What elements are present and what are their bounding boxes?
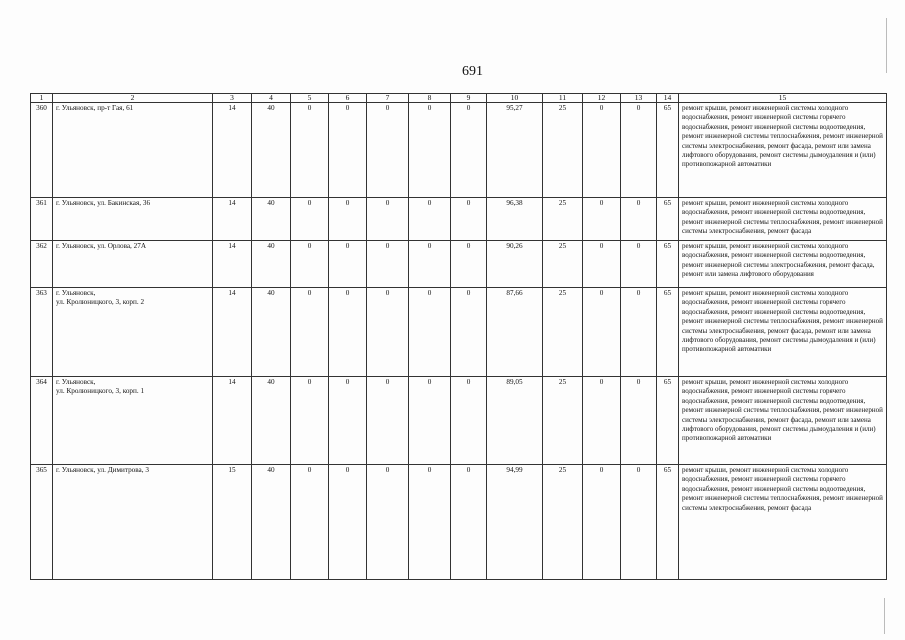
value-cell: 14 <box>213 377 252 465</box>
value-cell: 96,38 <box>487 198 543 241</box>
value-cell: 14 <box>213 198 252 241</box>
value-cell: 0 <box>621 288 657 377</box>
column-header: 2 <box>53 94 213 103</box>
works-cell: ремонт крыши, ремонт инженерной системы холодного водоснабжения, ремонт инженерной системы горячего водоснабжения, ремонт инженерной системы водоотведения, ремонт инженерной системы теплоснабжения, ремонт инженерной системы электроснабжения, ремонт фасада, ремонт или замена лифтового оборудования, ремонт системы дымоудаления и (или) противопожарной автоматики <box>679 377 887 465</box>
column-header: 8 <box>409 94 451 103</box>
column-header: 7 <box>367 94 409 103</box>
value-cell: 0 <box>409 103 451 198</box>
value-cell: 65 <box>657 198 679 241</box>
value-cell: 90,26 <box>487 241 543 288</box>
housing-repair-table <box>30 93 887 580</box>
value-cell: 14 <box>213 103 252 198</box>
value-cell: 0 <box>291 241 329 288</box>
page-number: 691 <box>462 64 483 79</box>
value-cell: 0 <box>367 465 409 580</box>
value-cell: 65 <box>657 241 679 288</box>
value-cell: 0 <box>367 288 409 377</box>
column-header: 3 <box>213 94 252 103</box>
value-cell: 0 <box>621 377 657 465</box>
value-cell: 40 <box>252 377 291 465</box>
address-cell: г. Ульяновск, ул. Кролюницкого, 3, корп. 2 <box>53 288 213 377</box>
value-cell: 0 <box>583 198 621 241</box>
column-header: 6 <box>329 94 367 103</box>
value-cell: 0 <box>367 377 409 465</box>
table-row <box>31 103 887 198</box>
scan-edge-mark <box>886 18 887 73</box>
value-cell: 0 <box>329 103 367 198</box>
row-number: 365 <box>31 465 53 580</box>
scan-edge-mark <box>884 598 885 634</box>
row-number: 362 <box>31 241 53 288</box>
value-cell: 0 <box>409 198 451 241</box>
value-cell: 25 <box>543 377 583 465</box>
value-cell: 40 <box>252 288 291 377</box>
value-cell: 0 <box>367 241 409 288</box>
address-cell: г. Ульяновск, ул. Кролюницкого, 3, корп. 1 <box>53 377 213 465</box>
value-cell: 25 <box>543 241 583 288</box>
value-cell: 25 <box>543 288 583 377</box>
column-header: 1 <box>31 94 53 103</box>
value-cell: 0 <box>583 377 621 465</box>
table-row <box>31 288 887 377</box>
value-cell: 0 <box>291 288 329 377</box>
value-cell: 0 <box>451 198 487 241</box>
value-cell: 0 <box>451 103 487 198</box>
address-cell: г. Ульяновск, пр-т Гая, 61 <box>53 103 213 198</box>
value-cell: 0 <box>451 288 487 377</box>
row-number: 360 <box>31 103 53 198</box>
works-cell: ремонт крыши, ремонт инженерной системы холодного водоснабжения, ремонт инженерной системы горячего водоснабжения, ремонт инженерной системы водоотведения, ремонт инженерной системы теплоснабжения, ремонт инженерной системы электроснабжения, ремонт фасада <box>679 465 887 580</box>
value-cell: 25 <box>543 465 583 580</box>
value-cell: 0 <box>451 377 487 465</box>
value-cell: 0 <box>291 198 329 241</box>
value-cell: 0 <box>367 103 409 198</box>
value-cell: 40 <box>252 241 291 288</box>
value-cell: 0 <box>329 377 367 465</box>
row-number: 361 <box>31 198 53 241</box>
value-cell: 0 <box>621 465 657 580</box>
value-cell: 65 <box>657 465 679 580</box>
value-cell: 0 <box>583 241 621 288</box>
value-cell: 14 <box>213 241 252 288</box>
value-cell: 94,99 <box>487 465 543 580</box>
table-row <box>31 198 887 241</box>
value-cell: 0 <box>291 465 329 580</box>
value-cell: 0 <box>621 198 657 241</box>
value-cell: 95,27 <box>487 103 543 198</box>
column-header: 15 <box>679 94 887 103</box>
value-cell: 0 <box>329 465 367 580</box>
row-number: 364 <box>31 377 53 465</box>
value-cell: 0 <box>409 288 451 377</box>
column-header: 9 <box>451 94 487 103</box>
address-cell: г. Ульяновск, ул. Бакинская, 36 <box>53 198 213 241</box>
table-row <box>31 241 887 288</box>
value-cell: 0 <box>329 241 367 288</box>
row-number: 363 <box>31 288 53 377</box>
value-cell: 0 <box>329 288 367 377</box>
value-cell: 0 <box>409 465 451 580</box>
column-header: 14 <box>657 94 679 103</box>
value-cell: 0 <box>583 288 621 377</box>
value-cell: 0 <box>367 198 409 241</box>
column-header: 11 <box>543 94 583 103</box>
value-cell: 0 <box>291 377 329 465</box>
column-header: 12 <box>583 94 621 103</box>
address-cell: г. Ульяновск, ул. Димитрова, 3 <box>53 465 213 580</box>
value-cell: 89,05 <box>487 377 543 465</box>
column-header: 10 <box>487 94 543 103</box>
value-cell: 40 <box>252 198 291 241</box>
value-cell: 0 <box>583 465 621 580</box>
value-cell: 0 <box>451 465 487 580</box>
table-row <box>31 465 887 580</box>
column-header: 13 <box>621 94 657 103</box>
value-cell: 0 <box>583 103 621 198</box>
column-header: 4 <box>252 94 291 103</box>
value-cell: 14 <box>213 288 252 377</box>
value-cell: 0 <box>409 241 451 288</box>
value-cell: 0 <box>621 103 657 198</box>
table-row <box>31 377 887 465</box>
value-cell: 0 <box>451 241 487 288</box>
value-cell: 25 <box>543 198 583 241</box>
value-cell: 15 <box>213 465 252 580</box>
value-cell: 65 <box>657 377 679 465</box>
works-cell: ремонт крыши, ремонт инженерной системы холодного водоснабжения, ремонт инженерной системы водоотведения, ремонт инженерной системы электроснабжения, ремонт фасада, ремонт или замена лифтового оборудования <box>679 241 887 288</box>
address-cell: г. Ульяновск, ул. Орлова, 27А <box>53 241 213 288</box>
column-number-row <box>31 94 887 103</box>
value-cell: 40 <box>252 465 291 580</box>
value-cell: 0 <box>329 198 367 241</box>
value-cell: 0 <box>621 241 657 288</box>
value-cell: 65 <box>657 103 679 198</box>
value-cell: 0 <box>291 103 329 198</box>
value-cell: 25 <box>543 103 583 198</box>
works-cell: ремонт крыши, ремонт инженерной системы холодного водоснабжения, ремонт инженерной системы горячего водоснабжения, ремонт инженерной системы водоотведения, ремонт инженерной системы теплоснабжения, ремонт инженерной системы электроснабжения, ремонт фасада, ремонт или замена лифтового оборудования, ремонт системы дымоудаления и (или) противопожарной автоматики <box>679 288 887 377</box>
value-cell: 87,66 <box>487 288 543 377</box>
value-cell: 65 <box>657 288 679 377</box>
value-cell: 40 <box>252 103 291 198</box>
value-cell: 0 <box>409 377 451 465</box>
works-cell: ремонт крыши, ремонт инженерной системы холодного водоснабжения, ремонт инженерной системы водоотведения, ремонт инженерной системы теплоснабжения, ремонт инженерной системы электроснабжения, ремонт фасада <box>679 198 887 241</box>
works-cell: ремонт крыши, ремонт инженерной системы холодного водоснабжения, ремонт инженерной системы горячего водоснабжения, ремонт инженерной системы водоотведения, ремонт инженерной системы теплоснабжения, ремонт инженерной системы электроснабжения, ремонт фасада, ремонт или замена лифтового оборудования, ремонт системы дымоудаления и (или) противопожарной автоматики <box>679 103 887 198</box>
column-header: 5 <box>291 94 329 103</box>
